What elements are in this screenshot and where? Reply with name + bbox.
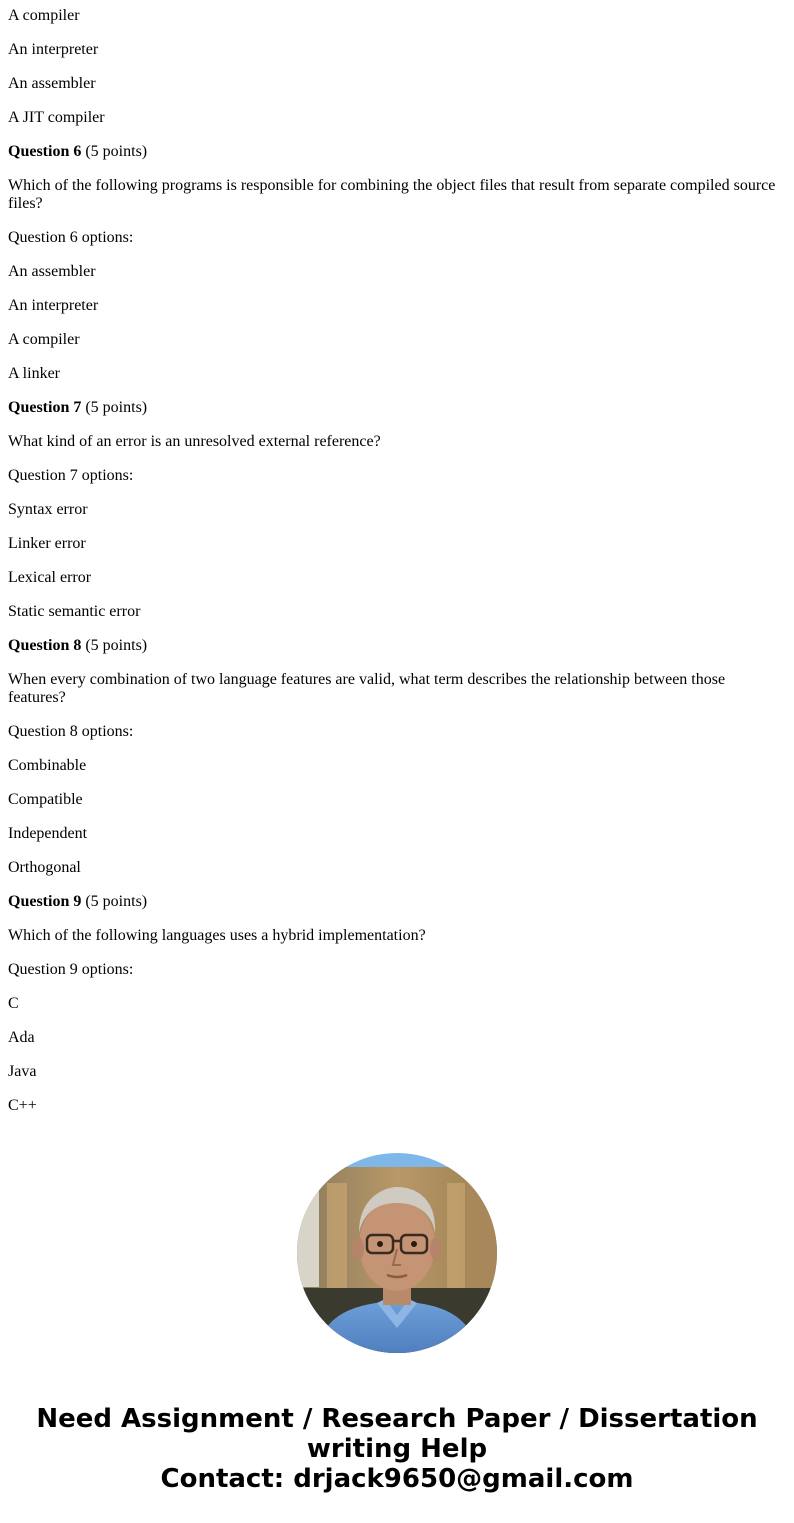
question-text: Which of the following programs is responsible for combining the object files that result from separate compiled source files? [8, 177, 776, 212]
portrait-image [297, 1153, 497, 1353]
question-text: When every combination of two language features are valid, what term describes the relationship between those features? [8, 671, 726, 706]
options-label: Question 6 options: [8, 229, 134, 246]
options-label: Question 9 options: [8, 961, 134, 978]
option-item: A compiler [8, 7, 80, 24]
question-text: Which of the following languages uses a hybrid implementation? [8, 927, 426, 944]
option-item: Lexical error [8, 569, 92, 586]
option-item: Independent [8, 825, 88, 842]
option-item: Orthogonal [8, 859, 81, 876]
option-item: Linker error [8, 535, 86, 552]
footer-headline: Need Assignment / Research Paper / Dissertation writing Help [36, 1404, 758, 1464]
question-heading [8, 143, 786, 161]
option-item: C++ [8, 1097, 37, 1114]
option-item: A compiler [8, 331, 80, 348]
option-item: An interpreter [8, 297, 99, 314]
question-label: Question 9 [8, 893, 82, 910]
option-item: Ada [8, 1029, 35, 1046]
option-item: Static semantic error [8, 603, 141, 620]
options-label: Question 8 options: [8, 723, 134, 740]
question-text: What kind of an error is an unresolved external reference? [8, 433, 381, 450]
question-label: Question 8 [8, 637, 82, 654]
question-points: (5 points) [85, 399, 148, 416]
option-item: Combinable [8, 757, 87, 774]
question-label: Question 7 [8, 399, 82, 416]
author-photo [297, 1153, 497, 1353]
footer-promo [0, 1404, 794, 1494]
question-heading [8, 399, 786, 417]
options-label: Question 7 options: [8, 467, 134, 484]
footer-contact: Contact: drjack9650@gmail.com [160, 1464, 634, 1494]
option-item: An interpreter [8, 41, 99, 58]
question-points: (5 points) [85, 893, 148, 910]
option-item: C [8, 995, 19, 1012]
question-heading [8, 637, 786, 655]
option-item: Java [8, 1063, 37, 1080]
option-item: A linker [8, 365, 60, 382]
option-item: Syntax error [8, 501, 88, 518]
option-item: A JIT compiler [8, 109, 105, 126]
question-heading [8, 893, 786, 911]
question-points: (5 points) [85, 143, 148, 160]
question-label: Question 6 [8, 143, 82, 160]
option-item: Compatible [8, 791, 83, 808]
question-points: (5 points) [85, 637, 148, 654]
option-item: An assembler [8, 263, 96, 280]
option-item: An assembler [8, 75, 96, 92]
